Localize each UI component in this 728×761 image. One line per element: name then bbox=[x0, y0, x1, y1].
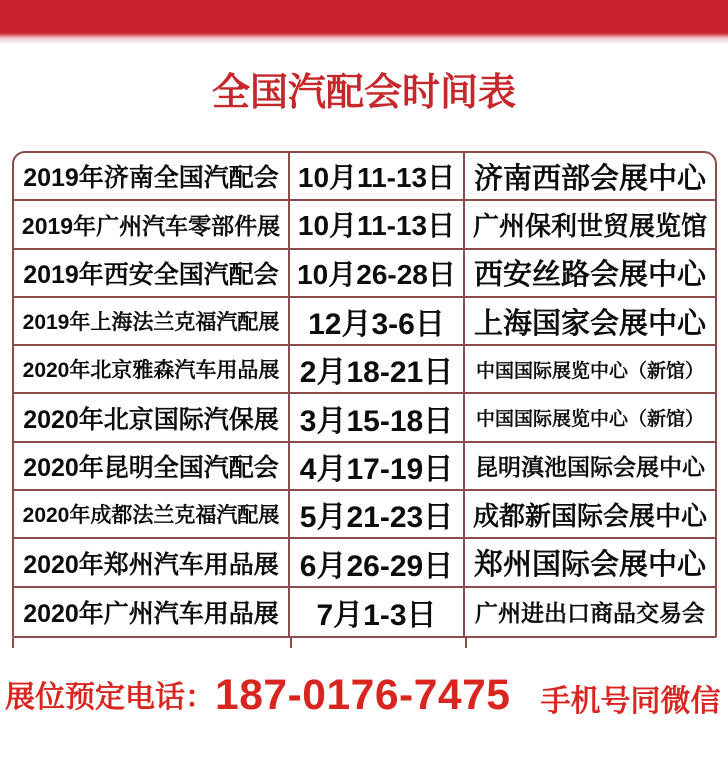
exhibition-schedule-table bbox=[12, 151, 717, 638]
event-venue-cell: 郑州国际会展中心 bbox=[465, 539, 715, 587]
event-date-cell: 3月15-18日 bbox=[290, 394, 465, 442]
top-red-banner bbox=[0, 0, 728, 44]
event-venue-cell: 上海国家会展中心 bbox=[465, 298, 715, 346]
event-name-cell: 2019年广州汽车零部件展 bbox=[14, 201, 290, 249]
event-name-cell: 2020年北京雅森汽车用品展 bbox=[14, 346, 290, 394]
event-date-cell: 12月3-6日 bbox=[290, 298, 465, 346]
event-venue-cell: 广州进出口商品交易会 bbox=[475, 600, 705, 627]
event-name-cell: 2020年郑州汽车用品展 bbox=[14, 539, 290, 587]
table-divider-overhang bbox=[465, 638, 467, 648]
event-venue-cell: 西安丝路会展中心 bbox=[465, 250, 715, 298]
event-name-cell: 2020年广州汽车用品展 bbox=[14, 588, 290, 636]
phone-label: 展位预定电话： bbox=[5, 681, 215, 714]
event-date-cell: 10月11-13日 bbox=[290, 201, 465, 249]
event-date-cell: 4月17-19日 bbox=[290, 443, 465, 491]
event-date-cell: 6月26-29日 bbox=[290, 539, 465, 587]
event-date-cell: 10月11-13日 bbox=[290, 153, 465, 201]
event-name-cell: 2019年西安全国汽配会 bbox=[14, 250, 290, 298]
page-title: 全国汽配会时间表 bbox=[211, 72, 516, 114]
table-border-overhang bbox=[12, 638, 14, 648]
phone-number: 187-0176-7475 bbox=[215, 671, 511, 719]
event-venue-cell: 济南西部会展中心 bbox=[465, 153, 715, 201]
event-venue-cell: 中国国际展览中心（新馆） bbox=[465, 394, 715, 442]
table-divider-overhang bbox=[290, 638, 292, 648]
event-venue-cell: 昆明滇池国际会展中心 bbox=[465, 443, 715, 491]
event-date-cell: 7月1-3日 bbox=[290, 588, 465, 636]
wechat-note: 手机号同微信 bbox=[540, 685, 721, 718]
event-venue-cell: 广州保利世贸展览馆 bbox=[465, 201, 715, 249]
event-venue-cell: 成都新国际会展中心 bbox=[465, 491, 715, 539]
event-name-cell: 2020年昆明全国汽配会 bbox=[14, 443, 290, 491]
event-date-cell: 10月26-28日 bbox=[290, 250, 465, 298]
event-date-cell: 2月18-21日 bbox=[290, 346, 465, 394]
event-name-cell: 2019年济南全国汽配会 bbox=[14, 153, 290, 201]
event-name-cell: 2020年北京国际汽保展 bbox=[14, 394, 290, 442]
event-name-cell: 2020年成都法兰克福汽配展 bbox=[14, 491, 290, 539]
event-name-cell: 2019年上海法兰克福汽配展 bbox=[14, 298, 290, 346]
booking-contact-line bbox=[5, 664, 724, 720]
event-venue-cell: 中国国际展览中心（新馆） bbox=[465, 346, 715, 394]
event-date-cell: 5月21-23日 bbox=[290, 491, 465, 539]
